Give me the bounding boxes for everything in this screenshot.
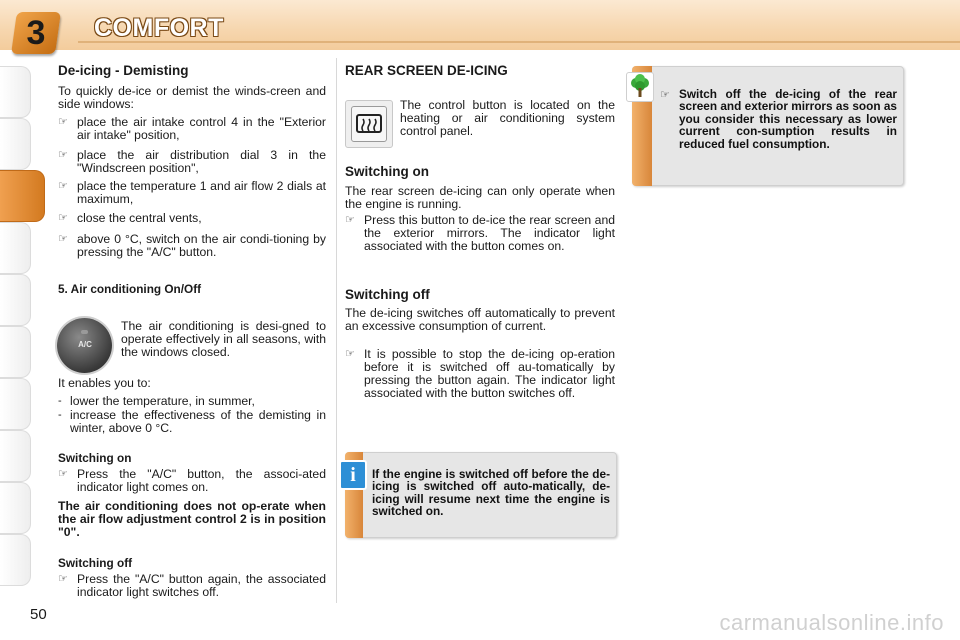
subheading-switching-off: Switching off: [58, 556, 133, 570]
list-item: - lower the temperature, in summer,: [58, 394, 255, 408]
ac-knob-label: A/C: [78, 340, 92, 349]
pointing-hand-icon: ☞: [58, 212, 68, 224]
info-note-text: If the engine is switched off before the de-icing is switched off auto-matically, de-icing will resume next time the engine is switched on.: [372, 467, 610, 519]
chapter-tab-active[interactable]: [0, 170, 45, 222]
page-title: COMFORT: [94, 14, 224, 42]
ac-description: The air conditioning is desi-gned to operate effectively in all seasons, with the windows closed.: [121, 319, 326, 359]
list-item: ☞ above 0 °C, switch on the air condi-tioning by pressing the "A/C" button.: [58, 232, 326, 259]
switching-off-text: The de-icing switches off automatically to prevent an excessive consumption of current.: [345, 306, 615, 333]
chapter-number: 3: [26, 14, 46, 52]
pointing-hand-icon: ☞: [58, 116, 68, 128]
chapter-tab-4[interactable]: [0, 222, 31, 274]
subheading-switching-on: Switching on: [345, 164, 429, 179]
list-item: ☞ place the air distribution dial 3 in the "Windscreen position",: [58, 148, 326, 175]
chapter-tab-9[interactable]: [0, 482, 31, 534]
indicator-light-icon: [81, 330, 88, 334]
pointing-hand-icon: ☞: [58, 573, 68, 585]
pointing-hand-icon: ☞: [58, 468, 68, 480]
eco-note-text: Switch off the de-icing of the rear screen and exterior mirrors as soon as you consider this necessary as lower current con-sumption results in reduced fuel consumption.: [679, 87, 897, 151]
list-item: ☞ Press this button to de-ice the rear screen and the exterior mirrors. The indicator light associated with the button comes on.: [345, 213, 615, 253]
chapter-tab-10[interactable]: [0, 534, 31, 586]
chapter-tab-6[interactable]: [0, 326, 31, 378]
chapter-tab-1[interactable]: [0, 66, 31, 118]
info-icon: i: [339, 460, 367, 490]
list-item: ☞ Press the "A/C" button again, the associated indicator light switches off.: [58, 572, 326, 599]
watermark: carmanualsonline.info: [719, 610, 944, 635]
subheading-switching-off: Switching off: [345, 287, 430, 302]
list-item: ☞ close the central vents,: [58, 211, 202, 225]
subheading-switching-on: Switching on: [58, 451, 132, 465]
pointing-hand-icon: ☞: [58, 180, 68, 192]
column-divider: [336, 58, 337, 603]
warning-text: The air conditioning does not op-erate when the air flow adjustment control 2 is in position "0".: [58, 499, 326, 539]
pointing-hand-icon: ☞: [345, 348, 355, 360]
tree-icon: [626, 72, 654, 102]
list-item: ☞ It is possible to stop the de-icing op-eration before it is switched off au-tomatically by pressing the button again. The indicator light associated with the button switches off.: [345, 347, 615, 400]
chapter-tab-7[interactable]: [0, 378, 31, 430]
list-item: ☞ Press the "A/C" button, the associ-ated indicator light comes on.: [58, 467, 326, 494]
page-number: 50: [30, 606, 47, 623]
pointing-hand-icon: ☞: [660, 89, 670, 101]
enables-intro: It enables you to:: [58, 376, 151, 390]
list-item: ☞ place the temperature 1 and air flow 2 dials at maximum,: [58, 179, 326, 206]
section-heading: De-icing - Demisting: [58, 63, 189, 78]
section-title-ac: 5. Air conditioning On/Off: [58, 282, 202, 296]
pointing-hand-icon: ☞: [58, 233, 68, 245]
section-heading: REAR SCREEN DE-ICING: [345, 63, 508, 78]
list-item: ☞ place the air intake control 4 in the "Exterior air intake" position,: [58, 115, 326, 142]
chapter-tab-5[interactable]: [0, 274, 31, 326]
intro-text: To quickly de-ice or demist the winds-creen and side windows:: [58, 84, 326, 111]
rear-screen-heater-icon: [351, 106, 387, 142]
list-item: - increase the effectiveness of the demisting in winter, above 0 °C.: [58, 408, 326, 435]
chapter-tab-2[interactable]: [0, 118, 31, 170]
control-location-text: The control button is located on the heating or air conditioning system control panel.: [400, 98, 615, 138]
chapter-tab-8[interactable]: [0, 430, 31, 482]
switching-on-text: The rear screen de-icing can only operate when the engine is running.: [345, 184, 615, 211]
pointing-hand-icon: ☞: [58, 149, 68, 161]
pointing-hand-icon: ☞: [345, 214, 355, 226]
